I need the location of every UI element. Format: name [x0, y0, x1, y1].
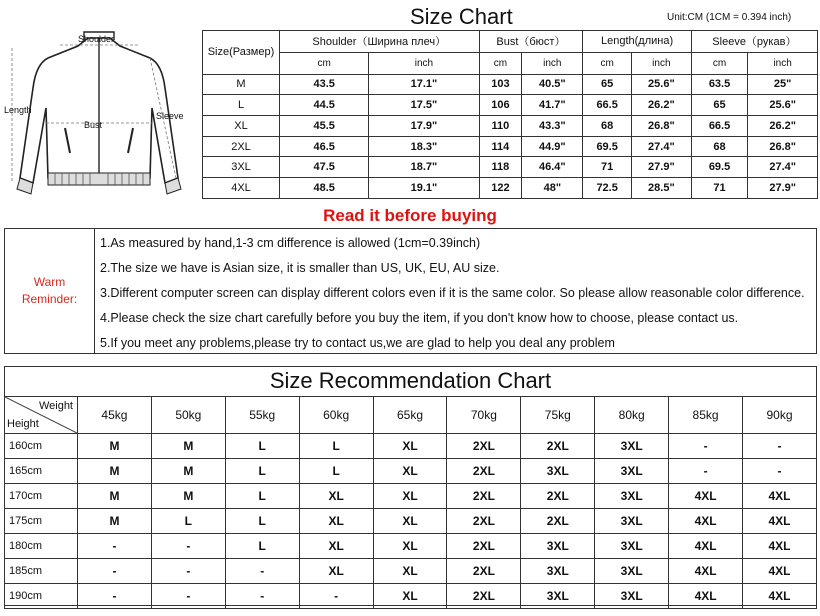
size-cell: 4XL [203, 178, 280, 199]
measurement-cell: 48" [522, 178, 583, 199]
measurement-cell: 27.9" [748, 178, 818, 199]
recommended-size-cell: - [225, 559, 299, 584]
recommended-size-cell: M [78, 509, 152, 534]
measurement-cell: 40.5" [522, 74, 583, 95]
height-cell: 170cm [5, 484, 78, 509]
height-row [5, 559, 817, 584]
height-row [5, 459, 817, 484]
measurement-cell: 26.2" [631, 95, 691, 116]
recommended-size-cell: 3XL [521, 534, 595, 559]
size-row [203, 157, 818, 178]
reminder-note-5: 5.If you meet any problems,please try to contact us,we are glad to help you deal any problem [100, 336, 615, 350]
recommended-size-cell: 3XL [595, 584, 669, 609]
recommended-size-cell: 3XL [521, 584, 595, 609]
measurement-cell: 110 [479, 116, 522, 137]
measurement-cell: 69.5 [583, 136, 632, 157]
height-cell: 190cm [5, 584, 78, 609]
measurement-cell: 27.9" [631, 157, 691, 178]
recommended-size-cell: M [151, 434, 225, 459]
recommended-size-cell: 4XL [743, 484, 817, 509]
measurement-cell: 18.3" [369, 136, 479, 157]
weight-header: 65kg [373, 397, 447, 434]
measurement-cell: 28.5" [631, 178, 691, 199]
measurement-cell: 25.6" [631, 74, 691, 95]
measurement-cell: 17.5" [369, 95, 479, 116]
recommended-size-cell: M [78, 459, 152, 484]
measurement-cell: 118 [479, 157, 522, 178]
height-row [5, 434, 817, 459]
measurement-cell: 45.5 [280, 116, 369, 137]
sub-header: inch [631, 52, 691, 74]
reminder-note-3: 3.Different computer screen can display different colors even if it is the same color. So please allow reasonable color difference. [100, 286, 805, 300]
length-label: Length [4, 105, 32, 115]
measurement-cell: 18.7" [369, 157, 479, 178]
recommended-size-cell: 2XL [521, 509, 595, 534]
measurement-cell: 46.5 [280, 136, 369, 157]
recommended-size-cell: - [78, 559, 152, 584]
height-row [5, 584, 817, 609]
recommended-size-cell: XL [373, 484, 447, 509]
recommended-size-cell: XL [373, 559, 447, 584]
recommended-size-cell: - [743, 459, 817, 484]
measurement-cell: 72.5 [583, 178, 632, 199]
recommended-size-cell: 4XL [669, 559, 743, 584]
height-row [5, 534, 817, 559]
reminder-note-2: 2.The size we have is Asian size, it is smaller than US, UK, EU, AU size. [100, 261, 500, 275]
recommended-size-cell: XL [373, 459, 447, 484]
measurement-cell: 26.8" [631, 116, 691, 137]
recommended-size-cell: 4XL [669, 484, 743, 509]
recommended-size-cell: 4XL [743, 534, 817, 559]
recommended-size-cell: - [151, 559, 225, 584]
measurement-cell: 66.5 [691, 116, 748, 137]
size-cell: XL [203, 116, 280, 137]
recommended-size-cell: M [151, 484, 225, 509]
recommended-size-cell: L [151, 509, 225, 534]
group-header-sleeve: Sleeve（рукав） [691, 31, 817, 53]
reminder-note-4: 4.Please check the size chart carefully before you buy the item, if you don't know how to choose, please contact us. [100, 311, 739, 325]
recommended-size-cell: XL [299, 509, 373, 534]
recommended-size-cell: 2XL [447, 509, 521, 534]
measurement-cell: 27.4" [631, 136, 691, 157]
measurement-cell: 69.5 [691, 157, 748, 178]
recommended-size-cell: 4XL [743, 584, 817, 609]
recommended-size-cell: 2XL [447, 559, 521, 584]
measurement-cell: 25" [748, 74, 818, 95]
recommended-size-cell: 2XL [447, 584, 521, 609]
recommended-size-cell: 3XL [595, 509, 669, 534]
recommended-size-cell: M [151, 459, 225, 484]
recommended-size-cell: L [299, 459, 373, 484]
recommended-size-cell: XL [299, 484, 373, 509]
measurement-cell: 26.2" [748, 116, 818, 137]
measurement-cell: 103 [479, 74, 522, 95]
height-label: Height [7, 418, 39, 430]
recommended-size-cell: XL [373, 509, 447, 534]
size-row [203, 178, 818, 199]
bust-label: Bust [84, 120, 103, 130]
group-header-shoulder: Shoulder（Ширина плеч） [280, 31, 480, 53]
size-chart-title: Size Chart [410, 4, 513, 29]
recommended-size-cell: 2XL [447, 534, 521, 559]
measurement-cell: 25.6" [748, 95, 818, 116]
recommended-size-cell: - [151, 534, 225, 559]
measurement-cell: 114 [479, 136, 522, 157]
weight-header: 50kg [151, 397, 225, 434]
size-cell: 3XL [203, 157, 280, 178]
sub-header: cm [479, 52, 522, 74]
size-header: Size(Размер) [203, 31, 280, 75]
recommended-size-cell: - [299, 584, 373, 609]
recommended-size-cell: 2XL [447, 434, 521, 459]
group-header-bust: Bust（бюст） [479, 31, 583, 53]
sub-header: inch [369, 52, 479, 74]
height-row [5, 509, 817, 534]
measurement-cell: 44.9" [522, 136, 583, 157]
recommended-size-cell: L [225, 509, 299, 534]
warm-label-line1: Warm [33, 275, 66, 289]
weight-header: 45kg [78, 397, 152, 434]
weight-header: 90kg [743, 397, 817, 434]
group-header-length: Length(длина) [583, 31, 691, 53]
measurement-cell: 47.5 [280, 157, 369, 178]
recommended-size-cell: 4XL [743, 559, 817, 584]
recommended-size-cell: - [78, 584, 152, 609]
recommended-size-cell: 2XL [521, 434, 595, 459]
measurement-cell: 65 [583, 74, 632, 95]
recommended-size-cell: 3XL [595, 484, 669, 509]
recommended-size-cell: - [151, 584, 225, 609]
recommended-size-cell: 3XL [595, 459, 669, 484]
sub-header: inch [748, 52, 818, 74]
recommendation-header-row [5, 397, 817, 434]
recommended-size-cell: 3XL [521, 559, 595, 584]
unit-note: Unit:CM (1CM = 0.394 inch) [667, 12, 792, 23]
measurement-cell: 19.1" [369, 178, 479, 199]
measurement-cell: 65 [691, 95, 748, 116]
recommended-size-cell: M [78, 484, 152, 509]
height-cell: 185cm [5, 559, 78, 584]
recommended-size-cell: L [225, 484, 299, 509]
size-cell: 2XL [203, 136, 280, 157]
measurement-cell: 17.9" [369, 116, 479, 137]
height-row [5, 484, 817, 509]
recommended-size-cell: - [669, 434, 743, 459]
recommended-size-cell: 4XL [669, 584, 743, 609]
recommended-size-cell: 2XL [521, 484, 595, 509]
recommended-size-cell: L [299, 434, 373, 459]
size-row [203, 116, 818, 137]
measurement-cell: 71 [691, 178, 748, 199]
measurement-cell: 68 [583, 116, 632, 137]
read-before-buying-title: Read it before buying [323, 206, 497, 225]
height-cell: 175cm [5, 509, 78, 534]
measurement-cell: 66.5 [583, 95, 632, 116]
size-cell: L [203, 95, 280, 116]
recommended-size-cell: 4XL [669, 534, 743, 559]
warm-reminder-label [5, 229, 95, 353]
size-chart-header-row [203, 31, 818, 53]
recommended-size-cell: - [743, 434, 817, 459]
height-cell: 160cm [5, 434, 78, 459]
measurement-cell: 46.4" [522, 157, 583, 178]
recommended-size-cell: M [78, 434, 152, 459]
sub-header: cm [280, 52, 369, 74]
measurement-cell: 41.7" [522, 95, 583, 116]
measurement-cell: 27.4" [748, 157, 818, 178]
recommended-size-cell: 2XL [447, 484, 521, 509]
size-chart-subheader-row [203, 52, 818, 74]
recommended-size-cell: - [669, 459, 743, 484]
recommended-size-cell: L [225, 534, 299, 559]
recommended-size-cell: 4XL [669, 509, 743, 534]
weight-header: 75kg [521, 397, 595, 434]
size-chart-table [202, 30, 818, 199]
recommended-size-cell: L [225, 434, 299, 459]
measurement-cell: 68 [691, 136, 748, 157]
recommendation-table [4, 396, 817, 609]
recommended-size-cell: XL [299, 559, 373, 584]
weight-label: Weight [38, 400, 73, 412]
weight-height-corner [5, 397, 78, 434]
measurement-cell: 71 [583, 157, 632, 178]
size-row [203, 95, 818, 116]
recommended-size-cell: XL [373, 534, 447, 559]
sleeve-label: Sleeve [156, 111, 184, 121]
recommended-size-cell: XL [299, 534, 373, 559]
weight-header: 60kg [299, 397, 373, 434]
recommended-size-cell: 2XL [447, 459, 521, 484]
measurement-cell: 43.5 [280, 74, 369, 95]
size-row [203, 74, 818, 95]
weight-header: 55kg [225, 397, 299, 434]
recommended-size-cell: 3XL [521, 459, 595, 484]
recommended-size-cell: XL [373, 434, 447, 459]
recommendation-title: Size Recommendation Chart [269, 368, 552, 393]
weight-header: 85kg [669, 397, 743, 434]
recommended-size-cell: 4XL [743, 509, 817, 534]
warm-label-line2: Reminder: [21, 292, 78, 306]
measurement-cell: 63.5 [691, 74, 748, 95]
height-cell: 165cm [5, 459, 78, 484]
recommended-size-cell: 3XL [595, 559, 669, 584]
recommended-size-cell: L [225, 459, 299, 484]
size-cell: M [203, 74, 280, 95]
jacket-illustration [0, 28, 200, 203]
measurement-cell: 44.5 [280, 95, 369, 116]
measurement-cell: 43.3" [522, 116, 583, 137]
measurement-cell: 48.5 [280, 178, 369, 199]
recommended-size-cell: XL [373, 584, 447, 609]
weight-header: 70kg [447, 397, 521, 434]
recommended-size-cell: 3XL [595, 534, 669, 559]
size-row [203, 136, 818, 157]
sub-header: cm [583, 52, 632, 74]
sub-header: inch [522, 52, 583, 74]
measurement-cell: 122 [479, 178, 522, 199]
measurement-cell: 26.8" [748, 136, 818, 157]
recommended-size-cell: - [225, 584, 299, 609]
measurement-cell: 106 [479, 95, 522, 116]
weight-header: 80kg [595, 397, 669, 434]
recommended-size-cell: 3XL [595, 434, 669, 459]
sub-header: cm [691, 52, 748, 74]
shoulder-label: Shoulder [78, 34, 115, 44]
measurement-cell: 17.1" [369, 74, 479, 95]
warm-reminder-box [4, 228, 817, 354]
recommended-size-cell: - [78, 534, 152, 559]
reminder-note-1: 1.As measured by hand,1-3 cm difference is allowed (1cm=0.39inch) [100, 236, 481, 250]
height-cell: 180cm [5, 534, 78, 559]
